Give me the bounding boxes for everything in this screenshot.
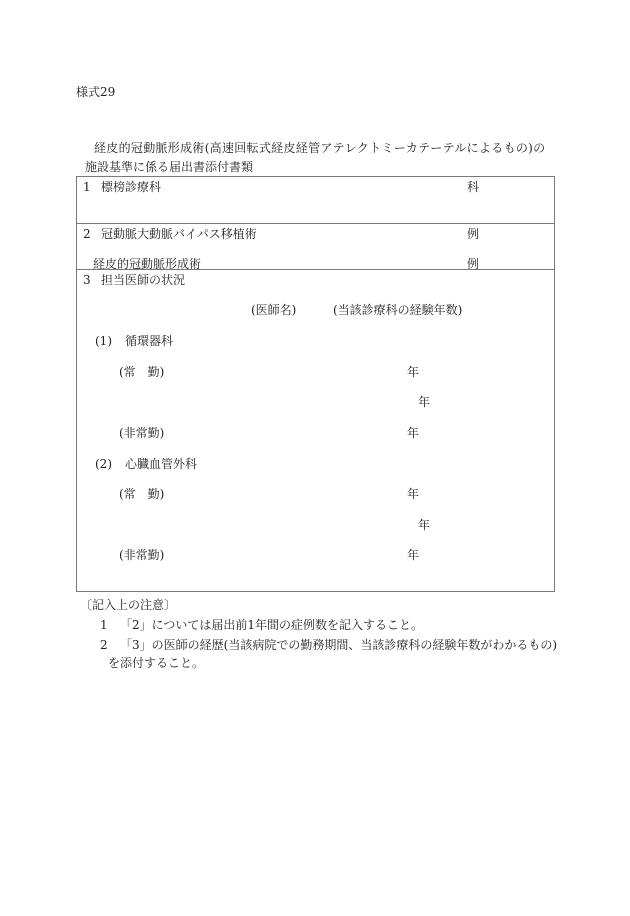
note-item-2-continuation: を添付すること。 bbox=[108, 656, 205, 670]
row-divider bbox=[77, 223, 554, 224]
section2-row2-unit: 例 bbox=[467, 257, 480, 271]
dept1-number: (1) bbox=[95, 334, 112, 348]
dept1-name: 循環器科 bbox=[125, 334, 174, 348]
dept2-parttime-unit: 年 bbox=[407, 548, 420, 562]
section1-number: 1 bbox=[83, 180, 91, 194]
row-divider bbox=[77, 269, 554, 270]
section1-unit: 科 bbox=[467, 180, 480, 194]
dept1-fulltime-label: (常 勤) bbox=[119, 365, 165, 379]
dept2-number: (2) bbox=[95, 457, 112, 471]
section2-row2-label: 経皮的冠動脈形成術 bbox=[93, 257, 202, 271]
note-item-2 bbox=[100, 638, 557, 652]
application-table bbox=[76, 176, 555, 592]
dept1-fulltime-unit2: 年 bbox=[418, 395, 431, 409]
document-title-line1: 経皮的冠動脈形成術(高速回転式経皮経管アテレクトミーカテーテルによるもの)の bbox=[94, 141, 546, 155]
dept2-fulltime-unit2: 年 bbox=[418, 518, 431, 532]
dept1-fulltime-unit1: 年 bbox=[407, 365, 420, 379]
notes-heading: 〔記入上の注意〕 bbox=[80, 598, 177, 612]
dept1-parttime-unit: 年 bbox=[407, 426, 420, 440]
note-text: 「3」の医師の経歴(当該病院での勤務期間、当該診療科の経験年数がわかるもの) bbox=[120, 638, 558, 652]
dept2-fulltime-label: (常 勤) bbox=[119, 487, 165, 501]
section1-label: 標榜診療科 bbox=[101, 180, 162, 194]
dept1-parttime-label: (非常勤) bbox=[119, 426, 165, 440]
section2-number: 2 bbox=[83, 227, 91, 241]
form-number: 様式29 bbox=[76, 85, 116, 99]
col-header-experience-years: (当該診療科の経験年数) bbox=[333, 303, 463, 317]
section2-row1-unit: 例 bbox=[467, 227, 480, 241]
note-number: 2 bbox=[100, 638, 108, 652]
dept2-parttime-label: (非常勤) bbox=[119, 548, 165, 562]
note-number: 1 bbox=[100, 618, 108, 632]
dept2-name: 心臓血管外科 bbox=[125, 457, 198, 471]
note-text: 「2」については届出前1年間の症例数を記入すること。 bbox=[120, 618, 424, 632]
document-title-line2: 施設基準に係る届出書添付書類 bbox=[85, 160, 254, 174]
section3-label: 担当医師の状況 bbox=[101, 273, 186, 287]
dept2-fulltime-unit1: 年 bbox=[407, 487, 420, 501]
section2-row1-label: 冠動脈大動脈バイパス移植術 bbox=[101, 227, 257, 241]
col-header-doctor-name: (医師名) bbox=[251, 303, 297, 317]
note-item-1 bbox=[100, 618, 423, 632]
section3-number: 3 bbox=[83, 273, 91, 287]
